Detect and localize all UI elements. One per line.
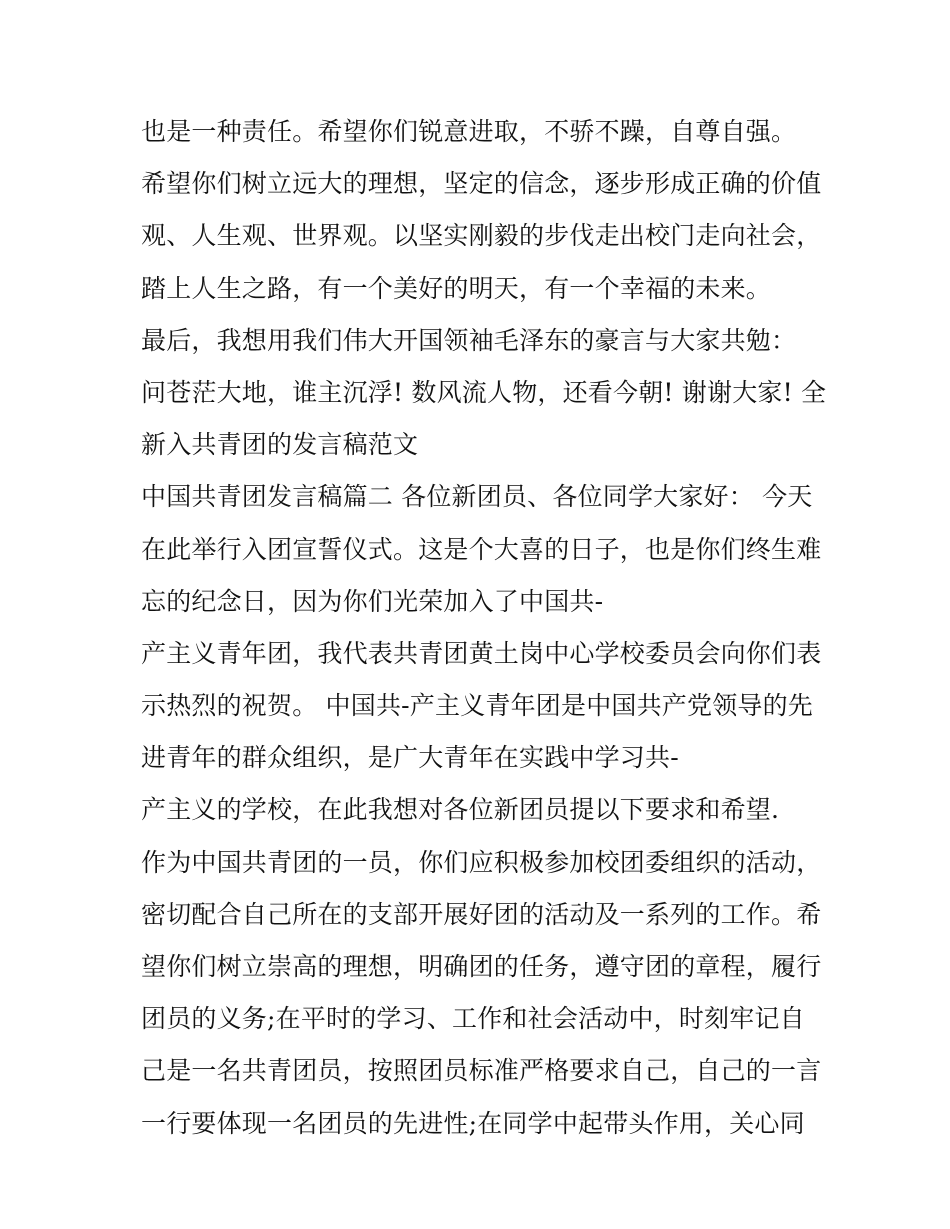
text-line: 一行要体现一名团员的先进性;在同学中起带头作用，关心同	[141, 1108, 805, 1138]
text-line: 团员的义务;在平时的学习、工作和社会活动中，时刻牢记自	[141, 1004, 805, 1034]
text-line: 进青年的群众组织，是广大青年在实践中学习共-	[141, 743, 679, 773]
text-line: 观、人生观、世界观。以坚实刚毅的步伐走出校门走向社会，	[141, 221, 822, 251]
text-line: 希望你们树立远大的理想，坚定的信念，逐步形成正确的价值	[141, 169, 822, 199]
text-line: 也是一种责任。希望你们锐意进取，不骄不躁，自尊自强。	[141, 117, 797, 146]
text-line: 密切配合自己所在的支部开展好团的活动及一系列的工作。希	[141, 899, 822, 929]
text-line: 己是一名共青团员，按照团员标准严格要求自己，自己的一言	[141, 1056, 822, 1086]
text-line: 望你们树立崇高的理想，明确团的任务，遵守团的章程，履行	[141, 952, 822, 981]
text-line: 产主义的学校，在此我想对各位新团员提以下要求和希望.	[141, 795, 780, 825]
body-text	[141, 106, 827, 1150]
text-line: 问苍茫大地，谁主沉浮! 数风流人物，还看今朝! 谢谢大家! 全	[141, 377, 827, 407]
text-line: 中国共青团发言稿篇二 各位新团员、各位同学大家好： 今天	[141, 482, 813, 512]
text-line: 产主义青年团，我代表共青团黄土岗中心学校委员会向你们表	[141, 638, 822, 668]
text-line: 在此举行入团宣誓仪式。这是个大喜的日子，也是你们终生难	[141, 534, 822, 564]
text-line: 新入共青团的发言稿范文	[141, 430, 419, 460]
text-line: 踏上人生之路，有一个美好的明天，有一个幸福的未来。	[141, 273, 772, 303]
text-line: 最后，我想用我们伟大开国领袖毛泽东的豪言与大家共勉：	[141, 325, 797, 355]
text-line: 忘的纪念日，因为你们光荣加入了中国共-	[141, 586, 604, 616]
text-line: 示热烈的祝贺。 中国共-产主义青年团是中国共产党领导的先	[141, 691, 813, 721]
text-line: 作为中国共青团的一员，你们应积极参加校团委组织的活动，	[141, 847, 822, 877]
